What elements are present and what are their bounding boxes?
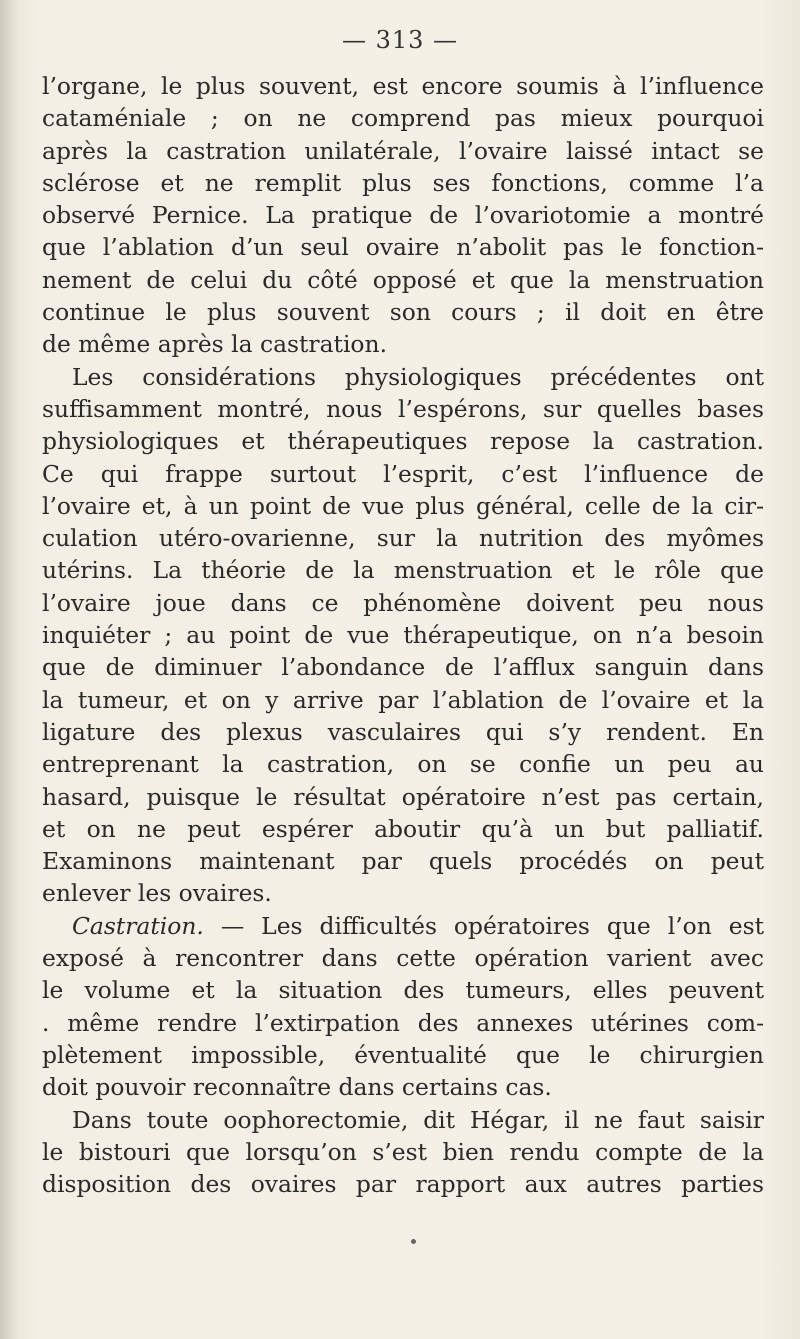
text-line: inquiéter ; au point de vue thérapeutique, on n’a besoin bbox=[42, 621, 764, 650]
text-line: utérins. La théorie de la menstruation et le rôle que bbox=[42, 556, 764, 585]
page-number: — 313 — bbox=[341, 26, 459, 54]
text-line: suffisamment montré, nous l’espérons, sur quelles bases bbox=[42, 394, 764, 423]
text-line: plètement impossible, éventualité que le chirurgien bbox=[42, 1040, 764, 1069]
text-line: ligature des plexus vasculaires qui s’y rendent. En bbox=[42, 717, 764, 746]
text-line: exposé à rencontrer dans cette opération varient avec bbox=[42, 944, 764, 973]
text-line: que de diminuer l’abondance de l’afflux sanguin dans bbox=[42, 653, 764, 682]
text-line: culation utéro-ovarienne, sur la nutrition des myômes bbox=[42, 524, 764, 553]
text-line: . même rendre l’extirpation des annexes utérines com- bbox=[42, 1008, 764, 1037]
text-line: enlever les ovaires. bbox=[42, 879, 272, 908]
text-line: l’organe, le plus souvent, est encore soumis à l’influence bbox=[42, 72, 764, 100]
text-line: Ce qui frappe surtout l’esprit, c’est l’influence de bbox=[42, 459, 764, 488]
text-line: disposition des ovaires par rapport aux autres parties bbox=[42, 1170, 764, 1199]
text-line: nement de celui du côté opposé et que la menstruation bbox=[42, 265, 764, 294]
text-line: après la castration unilatérale, l’ovaire laissé intact se bbox=[42, 136, 764, 165]
text-line: doit pouvoir reconnaître dans certains cas. bbox=[42, 1073, 552, 1102]
text-line: la tumeur, et on y arrive par l’ablation de l’ovaire et la bbox=[42, 685, 764, 714]
text-line: cataméniale ; on ne comprend pas mieux pourquoi bbox=[42, 104, 764, 133]
ink-dot bbox=[411, 1239, 416, 1244]
text-line: sclérose et ne remplit plus ses fonctions, comme l’a bbox=[42, 168, 764, 197]
text-line: l’ovaire joue dans ce phénomène doivent peu nous bbox=[42, 588, 764, 617]
section-heading: Castration. bbox=[72, 911, 204, 940]
section-line-text: — Les difficultés opératoires que l’on est bbox=[220, 911, 765, 940]
text-line: observé Pernice. La pratique de l’ovariotomie a montré bbox=[42, 201, 764, 230]
text-line: Les considérations physiologiques précédentes ont bbox=[72, 362, 764, 391]
text-line: de même après la castration. bbox=[42, 330, 388, 359]
section-line bbox=[42, 910, 764, 942]
text-line: le bistouri que lorsqu’on s’est bien rendu compte de la bbox=[42, 1137, 764, 1166]
text-line: continue le plus souvent son cours ; il doit en être bbox=[42, 298, 764, 327]
text-line: le volume et la situation des tumeurs, elles peuvent bbox=[42, 976, 764, 1005]
text-line: que l’ablation d’un seul ovaire n’abolit pas le fonction- bbox=[42, 233, 764, 262]
binding-shadow bbox=[0, 0, 18, 1339]
text-line: Examinons maintenant par quels procédés on peut bbox=[42, 847, 764, 876]
text-line: l’ovaire et, à un point de vue plus général, celle de la cir- bbox=[42, 491, 764, 520]
text-line: et on ne peut espérer aboutir qu’à un but palliatif. bbox=[42, 814, 764, 843]
text-line: entreprenant la castration, on se confie un peu au bbox=[42, 750, 764, 779]
body-text bbox=[42, 70, 764, 1200]
text-line: hasard, puisque le résultat opératoire n’est pas certain, bbox=[42, 782, 764, 811]
text-line: Dans toute oophorectomie, dit Hégar, il ne faut saisir bbox=[72, 1105, 764, 1134]
text-line: physiologiques et thérapeutiques repose la castration. bbox=[42, 427, 764, 456]
